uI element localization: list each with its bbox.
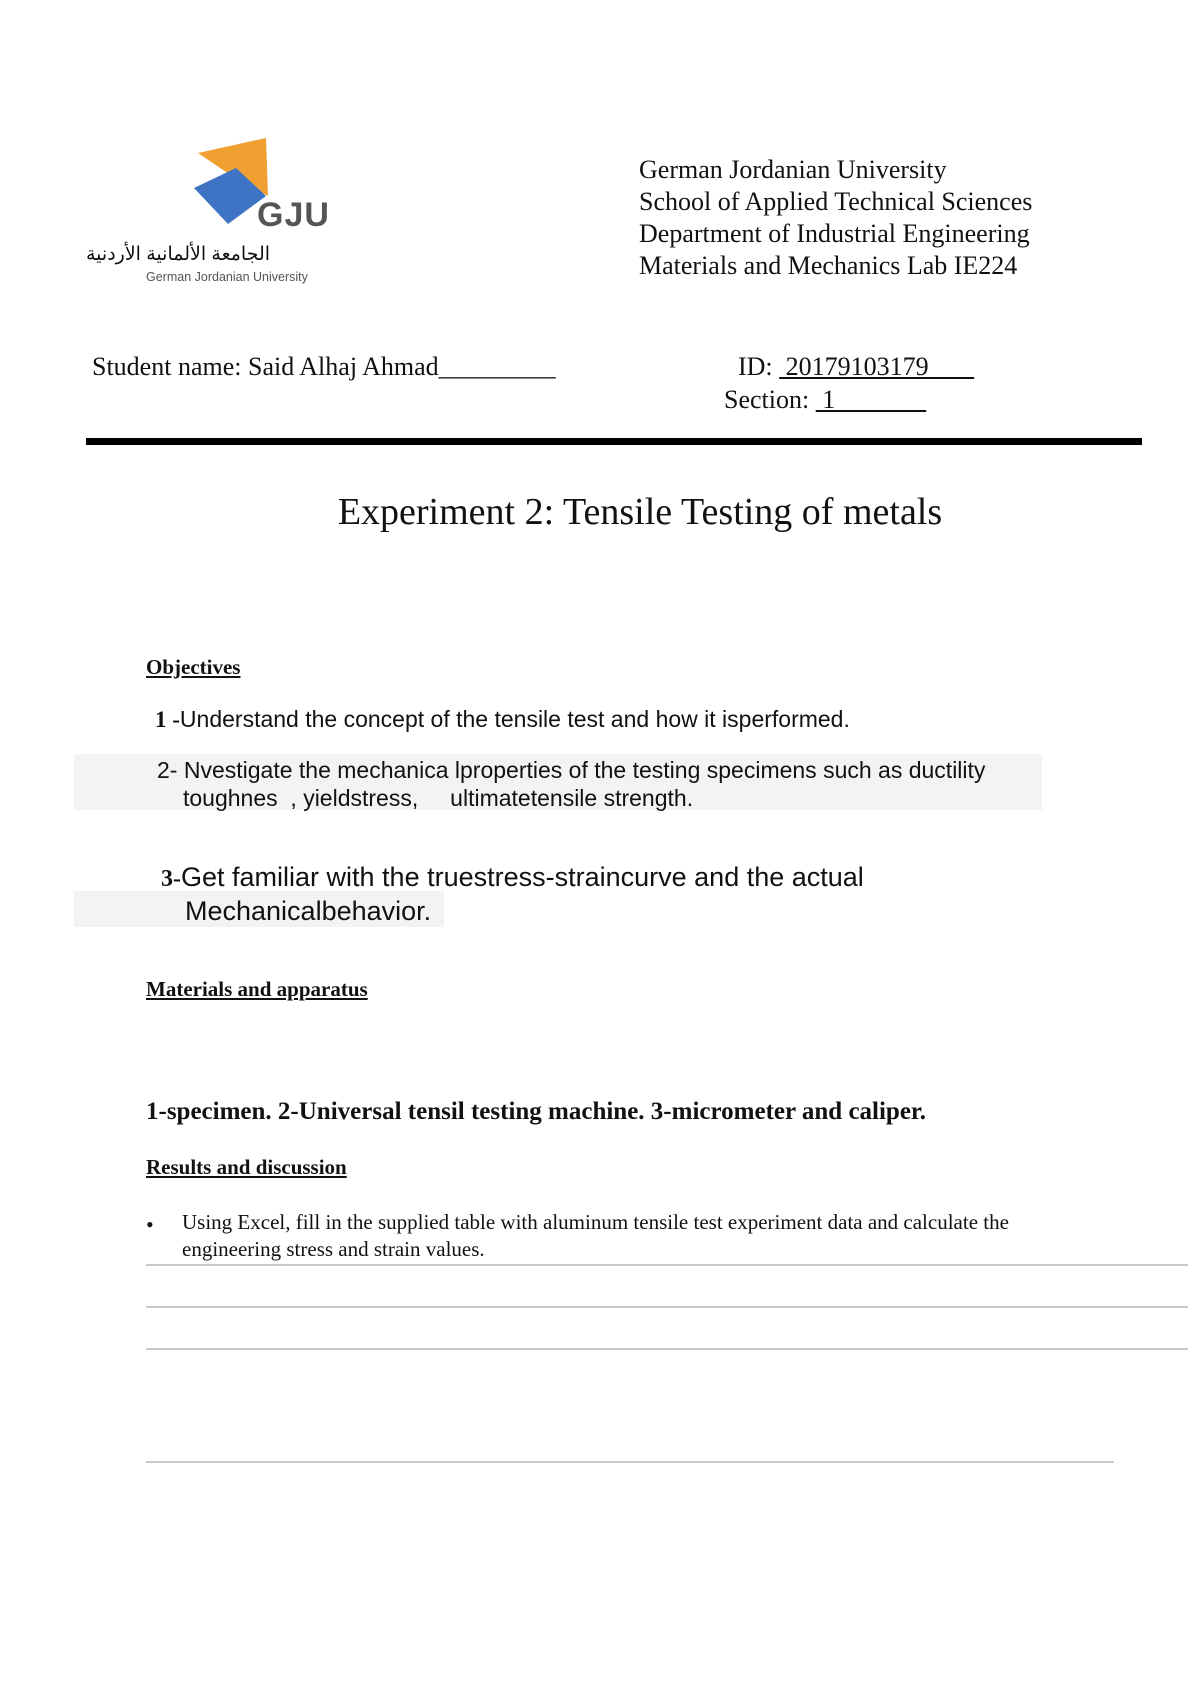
answer-line xyxy=(146,1348,1188,1350)
answer-line xyxy=(146,1461,1114,1463)
objective-item-3-line1 xyxy=(161,862,864,893)
answer-line xyxy=(146,1306,1188,1308)
header-divider xyxy=(86,438,1142,445)
header-school: School of Applied Technical Sciences xyxy=(639,187,1033,216)
objective-2-number: 2- xyxy=(157,757,178,783)
student-name-field xyxy=(92,352,556,382)
objective-item-2-line1 xyxy=(157,757,985,784)
section-value: 1 xyxy=(815,385,927,414)
student-name-label: Student name: xyxy=(92,352,248,381)
section-label: Section: xyxy=(724,385,816,414)
objective-2-text-line2: toughnes , yieldstress, ultimatetensile strength. xyxy=(183,785,694,811)
results-heading: Results and discussion xyxy=(146,1155,347,1179)
logo-brand-text: GJU xyxy=(257,196,330,234)
student-name-value: Said Alhaj Ahmad_________ xyxy=(247,352,556,381)
materials-list: 1-specimen. 2-Universal tensil testing machine. 3-micrometer and caliper. xyxy=(146,1098,926,1125)
student-id-label: ID: xyxy=(738,352,780,381)
header-university: German Jordanian University xyxy=(639,155,947,184)
logo-arabic-name: الجامعة الألمانية الأردنية xyxy=(86,244,271,265)
objective-1-number: 1 - xyxy=(155,707,180,732)
objective-3-number: 3- xyxy=(161,866,181,892)
logo-english-name: German Jordanian University xyxy=(146,270,308,284)
results-bullet-text: Using Excel, fill in the supplied table with aluminum tensile test experiment data and calculate the engineering stress and strain values. xyxy=(182,1210,1009,1261)
student-id-value: 20179103179 xyxy=(779,352,975,381)
header-course: Materials and Mechanics Lab IE224 xyxy=(639,251,1018,280)
page-title: Experiment 2: Tensile Testing of metals xyxy=(337,491,943,533)
objective-1-text: Understand the concept of the tensile test and how it isperformed. xyxy=(179,706,850,732)
bullet-icon: • xyxy=(146,1212,154,1237)
answer-line xyxy=(146,1264,1188,1266)
objective-3-text-line1: Get familiar with the truestress-straincurve and the actual xyxy=(181,862,864,892)
objective-item-1 xyxy=(155,706,850,733)
section-field xyxy=(724,385,1022,415)
objective-3-text-line2: Mechanicalbehavior. xyxy=(185,896,432,926)
student-id-field xyxy=(738,352,1017,382)
header-department: Department of Industrial Engineering xyxy=(639,219,1030,248)
materials-heading: Materials and apparatus xyxy=(146,977,368,1001)
objective-2-text-line1: Nvestigate the mechanica lproperties of the testing specimens such as ductility xyxy=(183,757,986,783)
objectives-heading: Objectives xyxy=(146,655,241,679)
